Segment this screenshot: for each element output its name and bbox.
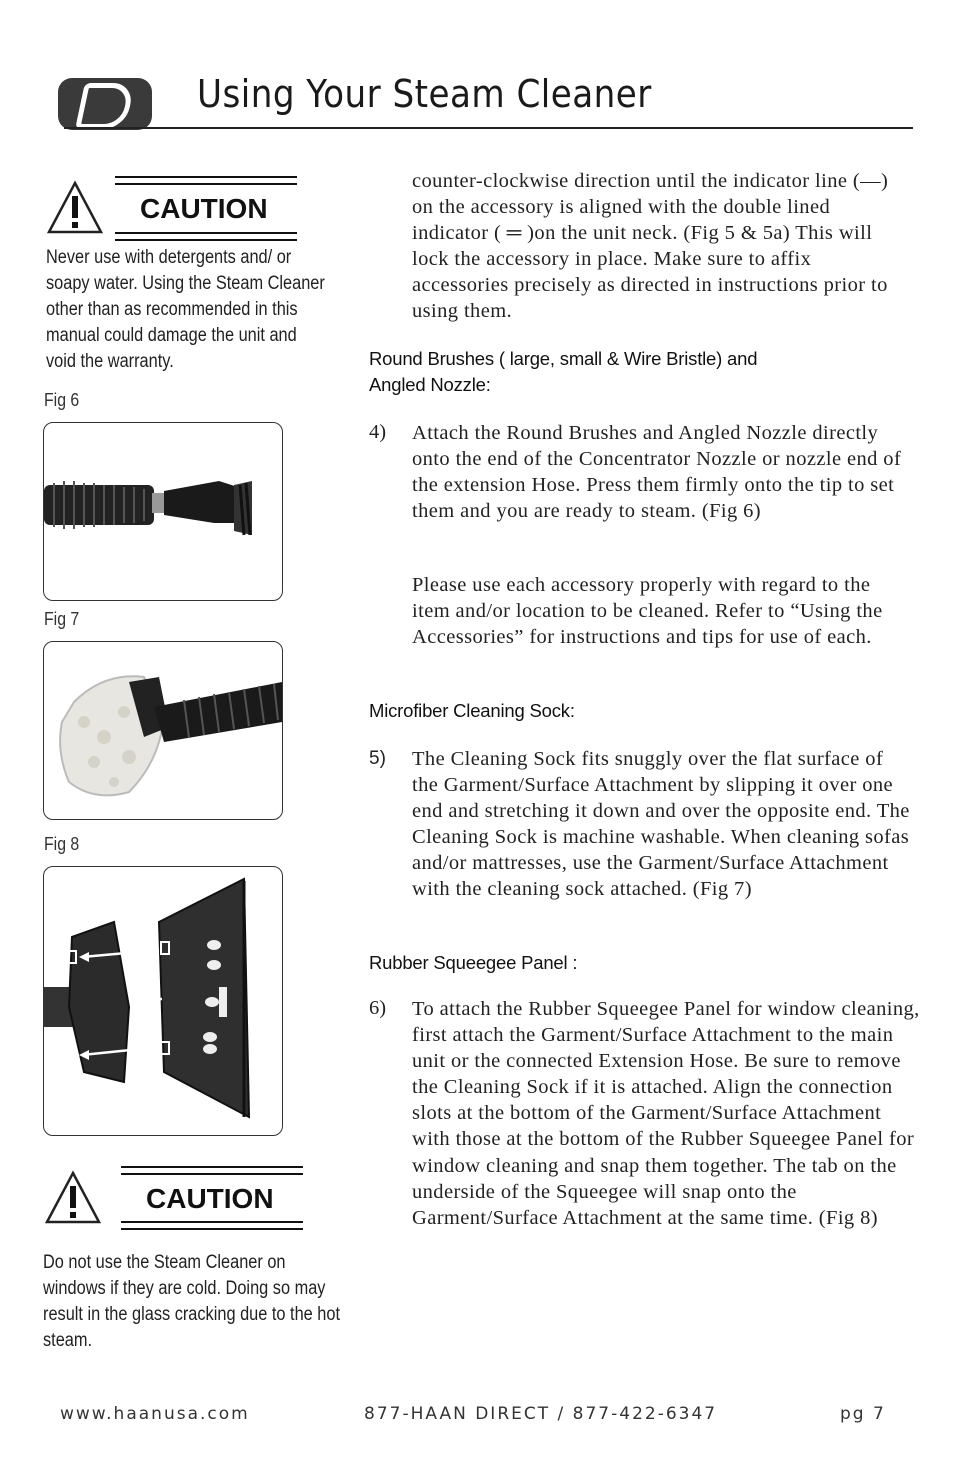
figure-label: Fig 7 xyxy=(44,609,80,629)
step-number: 5) xyxy=(369,748,386,769)
footer-phone: 877-HAAN DIRECT / 877-422-6347 xyxy=(364,1404,718,1424)
header-divider xyxy=(64,127,913,129)
warning-triangle-icon xyxy=(46,180,104,236)
step-note: Please use each accessory properly with regard to the item and/or location to be cleaned. Refer to “Using the Accessories” for instructions and tips for use of each. xyxy=(412,574,883,649)
caution-text: Do not use the Steam Cleaner on windows if they are cold. Doing so may result in the glass cracking due to the hot steam. xyxy=(43,1252,341,1351)
step-text: To attach the Rubber Squeegee Panel for window cleaning, first attach the Garment/Surface Attachment to the main unit or the connected Extension Hose. Be sure to remove the Cleaning Sock if it is attached. Align the connection slots at the bottom of the Garment/Surface Attachment with those at the bottom of the Rubber Squeegee Panel for window cleaning and snap them together. The tab on the underside of the Squeegee will snap onto the Garment/Surface Attachment at the same time. (Fig 8) xyxy=(412,998,920,1229)
footer-website: www.haanusa.com xyxy=(60,1404,250,1424)
figure-6-image xyxy=(43,422,283,601)
section-letter-d xyxy=(75,83,135,129)
intro-paragraph: counter-clockwise direction until the indicator line (—) on the accessory is aligned with the double lined indicator ( ═ )on the unit neck. (Fig 5 & 5a) This will lock the accessory in place. Make sure to affix accessories precisely as directed in instructions prior to using them. xyxy=(412,170,889,323)
caution-label: CAUTION xyxy=(140,193,268,224)
caution-text: Never use with detergents and/ or soapy water. Using the Steam Cleaner other than as recommended in this manual could damage the unit and void the warranty. xyxy=(46,247,325,372)
section-heading: Rubber Squeegee Panel : xyxy=(369,952,578,973)
footer-page-number: pg 7 xyxy=(840,1404,886,1424)
section-heading: Microfiber Cleaning Sock: xyxy=(369,700,575,721)
step-number: 6) xyxy=(369,997,387,1019)
section-heading: Round Brushes ( large, small & Wire Bristle) and Angled Nozzle: xyxy=(369,348,758,395)
figure-7-image xyxy=(43,641,283,820)
page-title: Using Your Steam Cleaner xyxy=(197,72,652,116)
step-number: 4) xyxy=(369,421,387,443)
step-text: The Cleaning Sock fits snuggly over the flat surface of the Garment/Surface Attachment by slipping it over one end and stretching it down and over the opposite end. The Cleaning Sock is machine washable. When cleaning sofas and/or mattresses, use the Garment/Surface Attachment with the cleaning sock attached. (Fig 7) xyxy=(412,748,910,901)
section-badge xyxy=(58,78,152,130)
figure-8-image xyxy=(43,866,283,1136)
figure-label: Fig 6 xyxy=(44,390,80,410)
figure-label: Fig 8 xyxy=(44,834,80,854)
caution-label: CAUTION xyxy=(146,1183,274,1214)
step-text: Attach the Round Brushes and Angled Nozzle directly onto the end of the Concentrator Nozzle or nozzle end of the extension Hose. Press them firmly onto the tip to set them and you are ready to steam. (Fig 6) xyxy=(412,422,902,523)
warning-triangle-icon xyxy=(44,1170,102,1226)
